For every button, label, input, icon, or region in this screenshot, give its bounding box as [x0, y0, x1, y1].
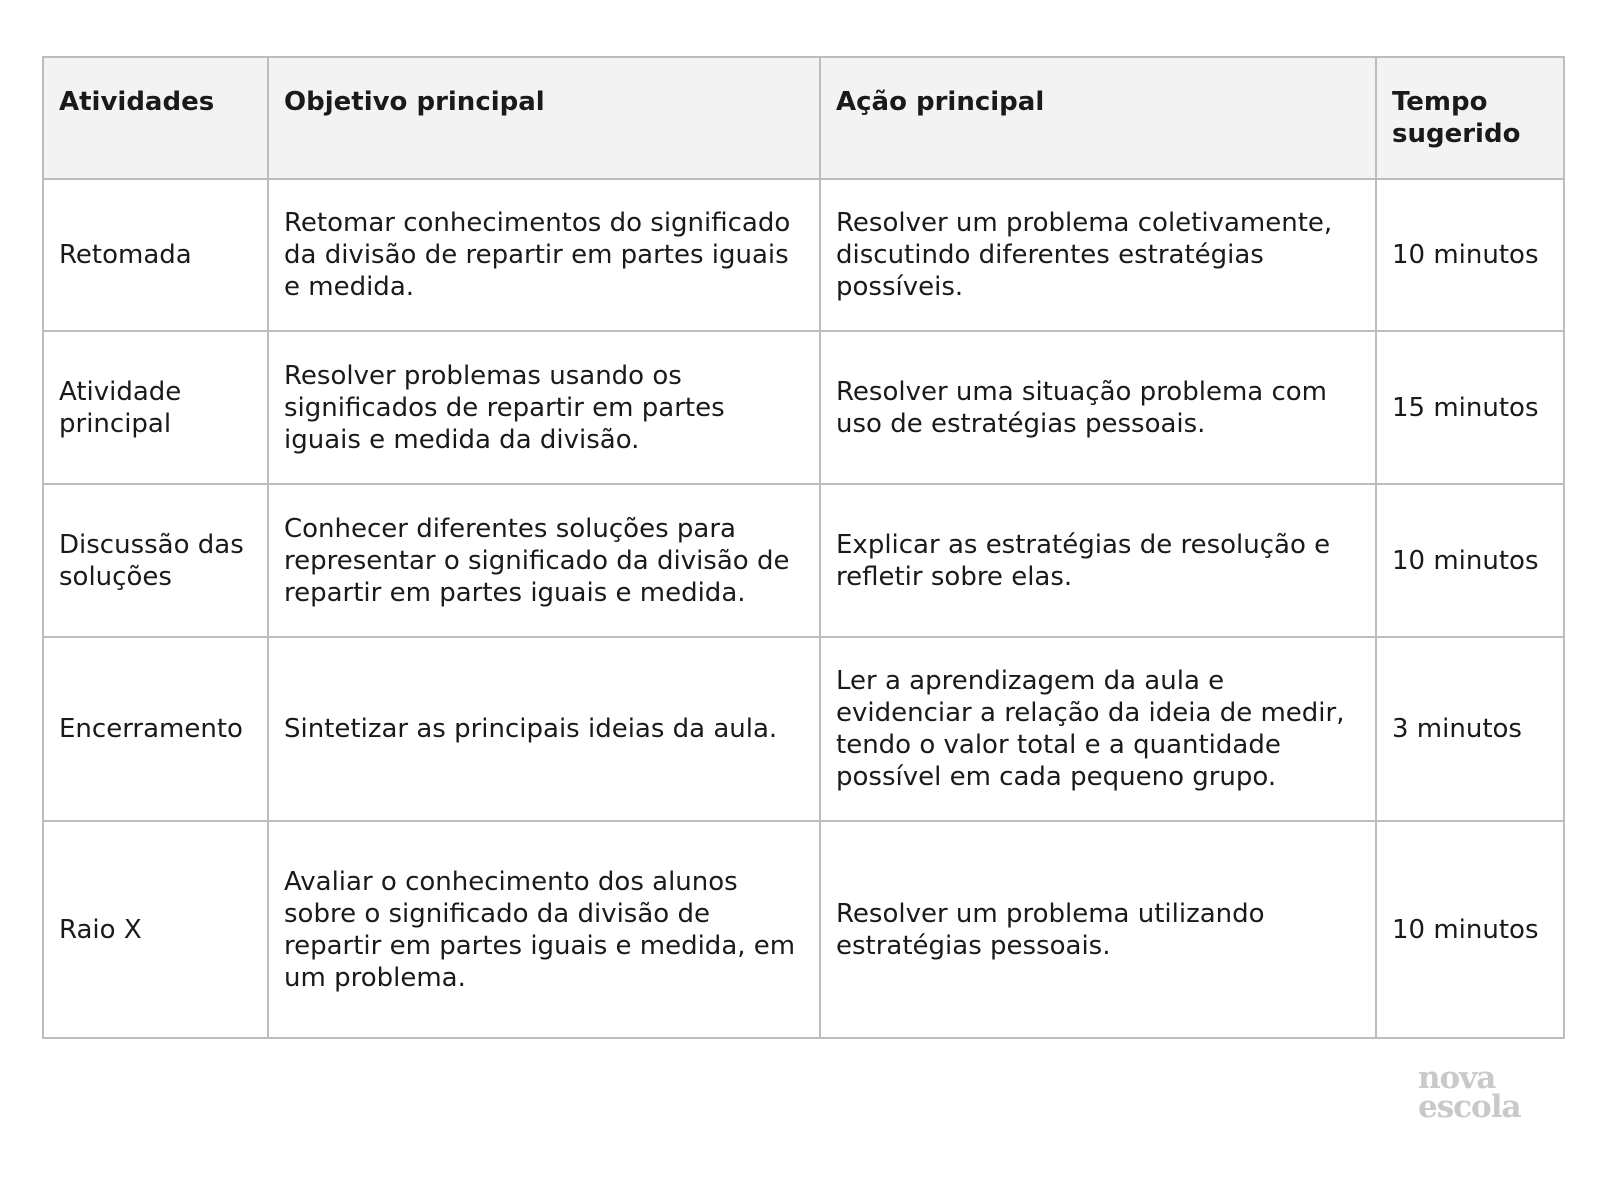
activity-cell: Atividade principal — [43, 331, 268, 484]
table-row — [43, 637, 1564, 821]
lesson-plan-table — [42, 56, 1565, 1039]
table-body — [43, 179, 1564, 1038]
table-row — [43, 331, 1564, 484]
objective-cell: Sintetizar as principais ideias da aula. — [268, 637, 820, 821]
nova-escola-logo — [1418, 1060, 1538, 1125]
action-cell: Resolver uma situação problema com uso de estratégias pessoais. — [820, 331, 1376, 484]
table-row — [43, 821, 1564, 1038]
time-cell: 10 minutos — [1376, 821, 1564, 1038]
header-row — [43, 57, 1564, 179]
activity-cell: Retomada — [43, 179, 268, 331]
time-cell: 15 minutos — [1376, 331, 1564, 484]
time-cell: 10 minutos — [1376, 179, 1564, 331]
time-cell: 3 minutos — [1376, 637, 1564, 821]
header-activities: Atividades — [43, 57, 268, 179]
objective-cell: Conhecer diferentes soluções para representar o significado da divisão de repartir em partes iguais e medida. — [268, 484, 820, 637]
table-row — [43, 484, 1564, 637]
objective-cell: Avaliar o conhecimento dos alunos sobre o significado da divisão de repartir em partes iguais e medida, em um problema. — [268, 821, 820, 1038]
header-objective: Objetivo principal — [268, 57, 820, 179]
activity-cell: Discussão das soluções — [43, 484, 268, 637]
action-cell: Ler a aprendizagem da aula e evidenciar a relação da ideia de medir, tendo o valor total e a quantidade possível em cada pequeno grupo. — [820, 637, 1376, 821]
action-cell: Resolver um problema utilizando estratégias pessoais. — [820, 821, 1376, 1038]
header-action: Ação principal — [820, 57, 1376, 179]
logo-line-1: nova — [1418, 1060, 1496, 1096]
action-cell: Explicar as estratégias de resolução e refletir sobre elas. — [820, 484, 1376, 637]
action-cell: Resolver um problema coletivamente, discutindo diferentes estratégias possíveis. — [820, 179, 1376, 331]
objective-cell: Retomar conhecimentos do significado da divisão de repartir em partes iguais e medida. — [268, 179, 820, 331]
table-row — [43, 179, 1564, 331]
logo-line-2: escola — [1418, 1089, 1521, 1125]
activity-cell: Encerramento — [43, 637, 268, 821]
objective-cell: Resolver problemas usando os significados de repartir em partes iguais e medida da divisão. — [268, 331, 820, 484]
header-time: Tempo sugerido — [1376, 57, 1564, 179]
table-header — [43, 57, 1564, 179]
activity-cell: Raio X — [43, 821, 268, 1038]
time-cell: 10 minutos — [1376, 484, 1564, 637]
